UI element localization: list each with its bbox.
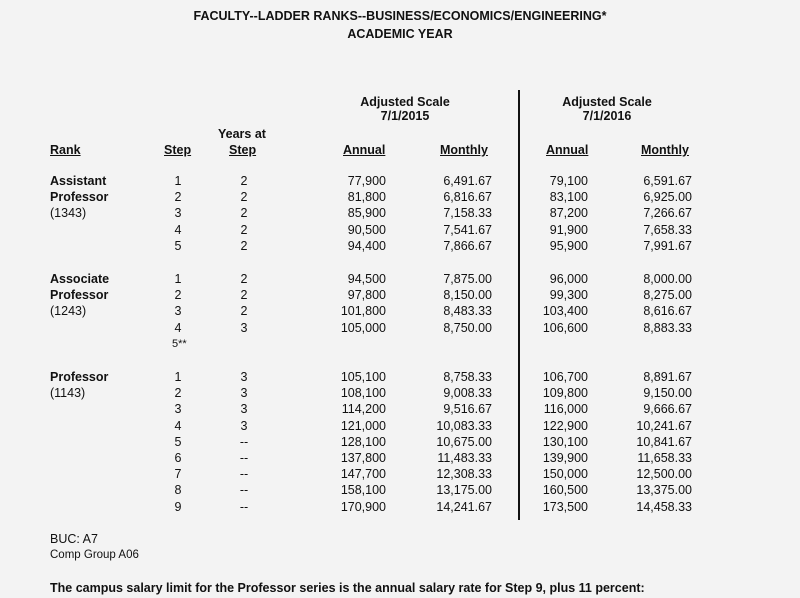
- monthly-2016-column: 8,000.00 8,275.00 8,616.67 8,883.33: [643, 272, 692, 335]
- header-rank: Rank: [50, 143, 81, 157]
- page-subtitle: ACADEMIC YEAR: [347, 27, 453, 41]
- scale-2015-date: 7/1/2015: [380, 109, 430, 123]
- years-column: 2 2 2 2 2: [240, 174, 248, 253]
- scale-2016-label: Adjusted Scale: [562, 95, 652, 109]
- rank-code: (1243): [50, 304, 87, 318]
- page-title: FACULTY--LADDER RANKS--BUSINESS/ECONOMICS/ENGINEERING*: [193, 9, 607, 23]
- step-column: 1 2 3 4: [174, 272, 182, 335]
- comp-group: Comp Group A06: [50, 549, 139, 561]
- annual-2016-column: 106,700 109,800 116,000 122,900 130,100 139,900 150,000 160,500 173,500: [542, 370, 588, 514]
- rank-code: (1143): [50, 386, 86, 400]
- rank-code: (1343): [50, 206, 87, 220]
- scale-2015-label: Adjusted Scale: [360, 95, 450, 109]
- years-column: 2 2 2 3: [240, 272, 248, 335]
- monthly-2015-column: 8,758.33 9,008.33 9,516.67 10,083.33 10,675.00 11,483.33 12,308.33 13,175.00 14,241.67: [436, 370, 492, 514]
- header-annual-2016: Annual: [546, 143, 589, 157]
- years-column: 3 3 3 3 -- -- -- -- --: [239, 370, 249, 514]
- monthly-2016-column: 8,891.67 9,150.00 9,666.67 10,241.67 10,841.67 11,658.33 12,500.00 13,375.00 14,458.33: [636, 370, 692, 514]
- header-step: Step: [164, 143, 192, 157]
- header-monthly-2016: Monthly: [641, 143, 689, 157]
- header-years-step: Step: [229, 143, 257, 157]
- annual-2015-column: 94,500 97,800 101,800 105,000: [340, 272, 386, 335]
- monthly-2016-column: 6,591.67 6,925.00 7,266.67 7,658.33 7,991.67: [643, 174, 692, 253]
- rank-line: Associate: [50, 272, 110, 286]
- rank-line: Professor: [50, 190, 109, 204]
- scale-2016-date: 7/1/2016: [582, 109, 632, 123]
- step-footnote: 5**: [172, 338, 187, 350]
- header-annual-2015: Annual: [343, 143, 386, 157]
- monthly-2015-column: 6,491.67 6,816.67 7,158.33 7,541.67 7,866.67: [443, 174, 492, 253]
- annual-2015-column: 77,900 81,800 85,900 90,500 94,400: [347, 174, 386, 253]
- step-column: 1 2 3 4 5: [174, 174, 182, 253]
- header-monthly-2015: Monthly: [440, 143, 488, 157]
- rank-line: Professor: [50, 288, 109, 302]
- header-years-at: Years at: [218, 127, 266, 141]
- buc-code: BUC: A7: [50, 532, 98, 546]
- annual-2016-column: 96,000 99,300 103,400 106,600: [542, 272, 588, 335]
- rank-line: Professor: [50, 370, 109, 384]
- annual-2016-column: 79,100 83,100 87,200 91,900 95,900: [549, 174, 588, 253]
- step-column: 1 2 3 4 5 6 7 8 9: [174, 370, 182, 514]
- salary-limit-note: The campus salary limit for the Professor series is the annual salary rate for Step 9, plus 11 percent:: [50, 581, 645, 595]
- monthly-2015-column: 7,875.00 8,150.00 8,483.33 8,750.00: [443, 272, 492, 335]
- annual-2015-column: 105,100 108,100 114,200 121,000 128,100 137,800 147,700 158,100 170,900: [340, 370, 386, 514]
- rank-line: Assistant: [50, 174, 107, 188]
